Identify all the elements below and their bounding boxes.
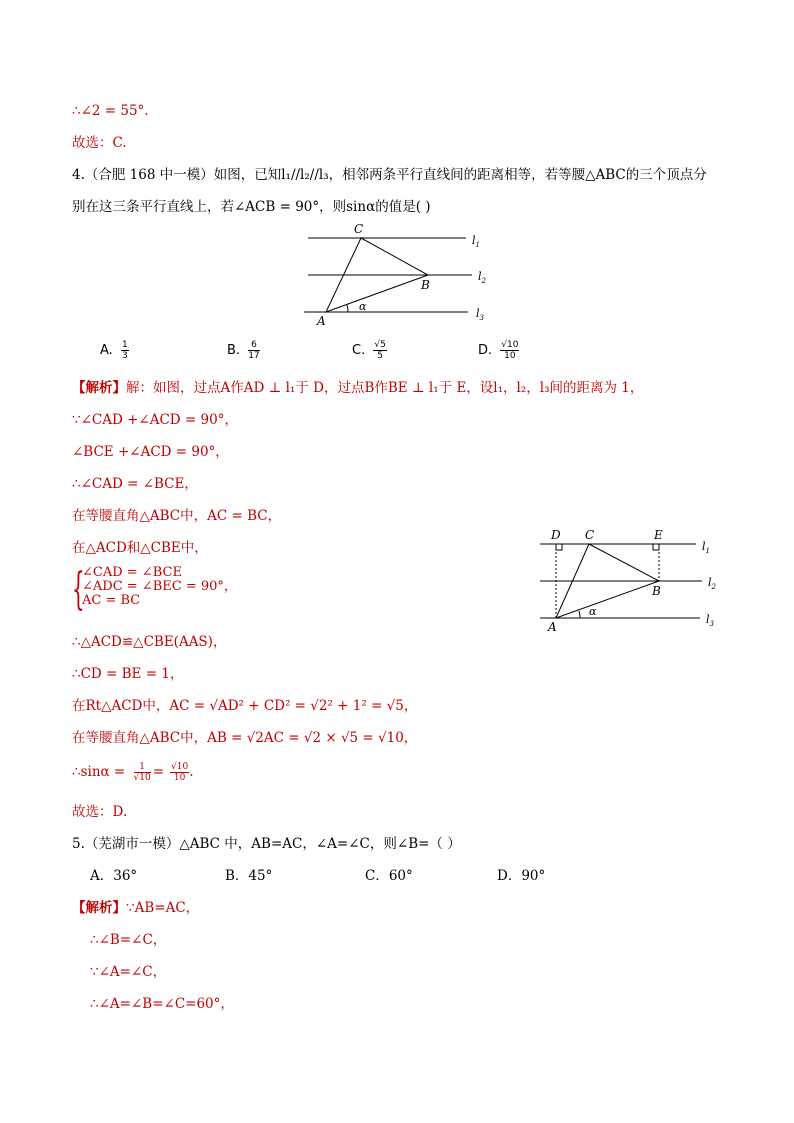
option-d[interactable]: D. $\frac{√10}{10}$ [478,340,519,361]
option-5-d[interactable]: D．90° [497,868,546,884]
option-b[interactable]: B. $\frac{6}{17}$ [227,340,260,361]
vertex-c-label: C [354,222,364,236]
question-4-stem-line-1: 4.（合肥 168 中一模）如图，已知l₁//l₂//l₃，相邻两条平行直线间的距离相等，若等腰△ABC的三个顶点分 [72,167,707,183]
line-l2-label: l [708,576,712,589]
angle-alpha-label: α [359,300,367,313]
conclusion-line: ∴∠2 = 55°. [72,103,149,119]
line-l2-label: l [478,270,482,283]
solution-5-line-4: ∴∠A=∠B=∠C=60°， [90,996,234,1012]
solution-4-step-5: 在△ACD和△CBE中， [72,540,208,556]
answer-choice-line: 故选：C. [72,135,127,151]
solution-5-line-1: 【解析】∵AB=AC， [72,900,200,916]
analysis-tag: 【解析】 [72,900,126,916]
point-b-label: B [652,584,661,598]
point-d-label: D [551,528,561,542]
svg-text:l1: $l_1$ [472,234,480,249]
parallel-lines-figure [296,218,496,330]
solution-4-step-8: 在Rt△ACD中，AC = √AD² + CD² = √2² + 1² = √5， [72,698,418,714]
solution-4-step-4: 在等腰直角△ABC中，AC = BC， [72,508,282,524]
point-c-label: C [585,528,595,542]
svg-text:l3: $l_3$ [476,307,484,322]
question-5-stem: 5.（芜湖市一模）△ABC 中，AB=AC，∠A=∠C，则∠B=（ ） [72,836,461,852]
solution-4-intro: 【解析】解：如图，过点A作AD ⊥ l₁于 D，过点B作BE ⊥ l₁于 E，设l₁，l₂，l₃间的距离为 1， [72,380,644,396]
option-a[interactable]: A. $\frac{1}{3}$ [100,340,128,361]
solution-4-step-3: ∴∠CAD = ∠BCE， [72,476,198,492]
solution-4-step-6: ∴△ACD≌△CBE(AAS)， [72,634,227,650]
point-a-label: A [548,620,557,634]
question-4-stem-line-2: 别在这三条平行直线上，若∠ACB = 90°，则sinα的值是( ) [72,199,431,215]
solution-4-choice: 故选：D. [72,804,128,820]
solution-4-step-1: ∵∠CAD +∠ACD = 90°， [72,412,238,428]
line-l3-label: l [706,613,710,626]
solution-4-step-7: ∴CD = BE = 1， [72,666,184,682]
option-5-b[interactable]: B．45° [225,868,273,884]
svg-text:l2: $l_2$ [478,270,486,285]
solution-4-step-2: ∠BCE +∠ACD = 90°， [72,444,229,460]
solution-figure [530,524,730,634]
solution-4-step-9: 在等腰直角△ABC中，AB = √2AC = √2 × √5 = √10， [72,730,418,746]
analysis-tag: 【解析】 [72,380,126,396]
line-l1-label: l [702,540,706,553]
svg-text:l1: $l_1$ [702,540,710,555]
solution-5-line-2: ∴∠B=∠C， [90,932,167,948]
angle-alpha-label: α [589,605,597,618]
svg-text:l3: $l_3$ [706,613,714,628]
solution-5-line-3: ∵∠A=∠C， [90,964,167,980]
point-e-label: E [654,528,663,542]
vertex-b-label: B [421,278,430,292]
option-5-a[interactable]: A．36° [90,868,138,884]
solution-4-step-10: ∴sinα = $\frac{1}{√10}$ = $\frac{√10}{10}$ . [72,762,194,783]
svg-text:l2: $l_2$ [708,576,716,591]
line-l3-label: l [476,307,480,320]
vertex-a-label: A [317,314,326,328]
option-c[interactable]: C. $\frac{√5}{5}$ [352,340,386,361]
line-l1-label: l [472,234,476,247]
option-5-c[interactable]: C．60° [365,868,413,884]
